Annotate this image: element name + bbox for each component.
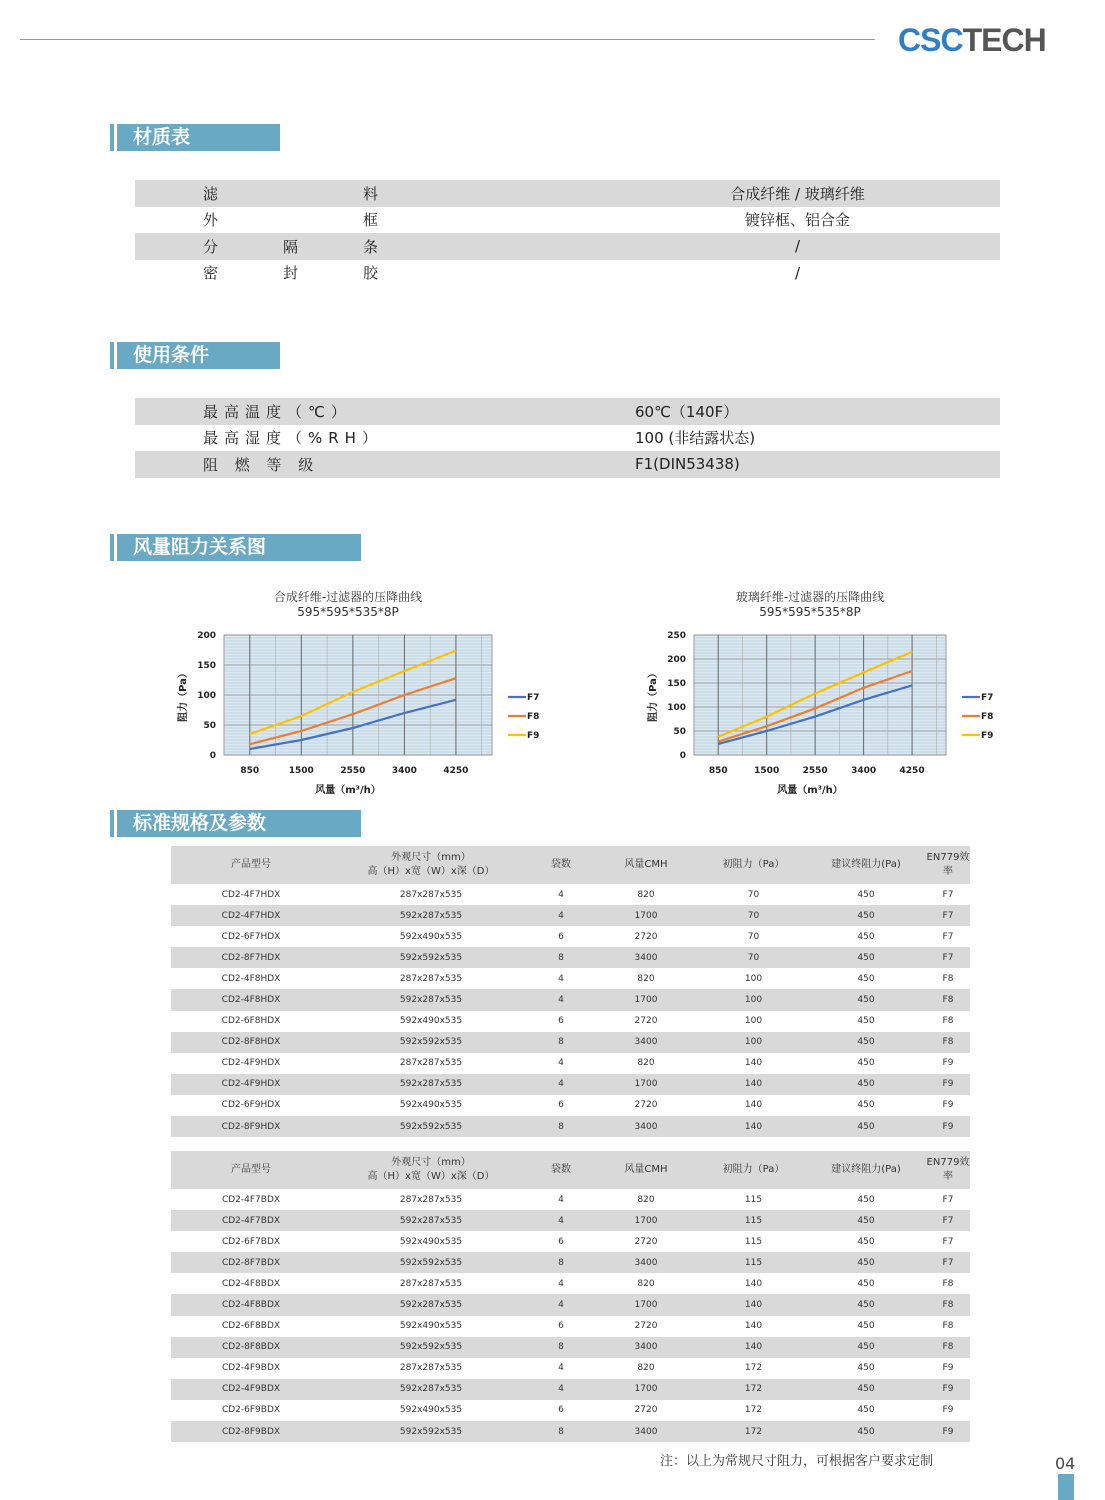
table-cell: 1700 [591, 905, 701, 926]
table-cell: 592x287x535 [331, 905, 531, 926]
table-cell: 450 [806, 1294, 926, 1315]
table-cell: 4 [531, 905, 591, 926]
spec-table-bdx [171, 1151, 970, 1442]
table-cell: 6 [558, 1100, 564, 1111]
table-cell: CD2-4F9BDX [221, 1363, 281, 1374]
table-cell: 4 [558, 1194, 564, 1205]
table-cell: 140 [744, 1100, 763, 1111]
table-cell: 2720 [634, 1100, 658, 1111]
table-cell: 70 [747, 931, 760, 942]
section-title: 使用条件 [117, 342, 280, 369]
table-cell: CD2-6F8HDX [221, 1016, 281, 1027]
table-cell: F8 [926, 989, 970, 1010]
table-cell: 450 [806, 1252, 926, 1273]
table-cell: CD2-4F7BDX [221, 1194, 281, 1205]
svg-text:风量（m³/h）: 风量（m³/h） [315, 785, 381, 796]
table-cell: 2720 [634, 1321, 658, 1332]
table-cell: F8 [926, 1337, 970, 1358]
section-header-materials [110, 124, 280, 151]
table-cell: 172 [701, 1421, 806, 1442]
svg-text:200: 200 [197, 631, 216, 641]
table-cell: 115 [701, 1210, 806, 1231]
table-row [171, 926, 970, 947]
table-cell: CD2-4F8BDX [221, 1278, 281, 1289]
table-cell: F9 [926, 1421, 970, 1442]
footnote: 注：以上为常规尺寸阻力，可根据客户要求定制 [660, 1454, 934, 1469]
table-cell: CD2-4F7HDX [171, 905, 331, 926]
spec-table-hdx [171, 846, 970, 1137]
table-cell: F9 [942, 1058, 954, 1069]
table-cell: F8 [942, 1321, 954, 1332]
svg-text:3400: 3400 [391, 766, 417, 776]
table-cell: 450 [806, 905, 926, 926]
table-cell: 172 [701, 1379, 806, 1400]
table-cell: 140 [744, 1278, 763, 1289]
conditions-value: 100 (非结露状态) [635, 429, 756, 448]
table-cell: 450 [806, 1032, 926, 1053]
table-cell: 450 [857, 1058, 875, 1069]
table-cell: 592x490x535 [399, 1405, 463, 1416]
svg-text:F9: F9 [527, 731, 540, 741]
table-cell: 115 [744, 1236, 763, 1247]
conditions-key: 阻 燃 等 级 [203, 455, 320, 474]
table-cell: CD2-4F8HDX [221, 973, 281, 984]
table-cell: 4 [531, 1210, 591, 1231]
table-cell: CD2-8F8HDX [171, 1032, 331, 1053]
table-cell: 450 [857, 1405, 875, 1416]
svg-text:150: 150 [667, 679, 686, 689]
conditions-value: F1(DIN53438) [635, 455, 740, 474]
table-cell: 4 [558, 1278, 564, 1289]
table-cell: 115 [701, 1252, 806, 1273]
table-cell: F7 [942, 1194, 954, 1205]
table-cell: 450 [857, 973, 875, 984]
table-row [171, 905, 970, 926]
section-marker [110, 124, 114, 151]
svg-text:0: 0 [679, 751, 686, 761]
table-cell: 4 [558, 889, 564, 900]
table-cell: 70 [701, 905, 806, 926]
table-cell: 100 [701, 1032, 806, 1053]
table-cell: 450 [806, 989, 926, 1010]
svg-text:阻力（Pa）: 阻力（Pa） [178, 668, 189, 722]
table-cell: 115 [744, 1194, 763, 1205]
svg-text:3400: 3400 [851, 766, 877, 776]
table-row [171, 1011, 970, 1032]
table-cell: 450 [806, 947, 926, 968]
page-marker [1058, 1474, 1074, 1500]
table-cell: 4 [558, 973, 564, 984]
table-cell: CD2-6F8BDX [221, 1321, 281, 1332]
table-cell: 2720 [634, 1236, 658, 1247]
chart-subtitle: 595*595*535*8P [759, 605, 861, 619]
table-row [171, 1074, 970, 1095]
table-cell: 1700 [591, 989, 701, 1010]
table-cell: F7 [942, 1236, 954, 1247]
materials-row [135, 260, 1000, 287]
table-cell: 450 [806, 1337, 926, 1358]
table-cell: 6 [558, 1236, 564, 1247]
table-cell: 287x287x535 [399, 1058, 463, 1069]
table-cell: CD2-8F9BDX [171, 1421, 331, 1442]
table-cell: 592x592x535 [331, 1032, 531, 1053]
table-cell: 6 [558, 931, 564, 942]
table-cell: 820 [637, 1194, 655, 1205]
table-cell: 820 [637, 1363, 655, 1374]
table-cell: 6 [558, 1405, 564, 1416]
table-cell: 592x287x535 [331, 1074, 531, 1095]
table-cell: 592x592x535 [331, 1116, 531, 1137]
table-cell: 140 [701, 1074, 806, 1095]
conditions-table [135, 398, 1000, 478]
table-cell: 8 [531, 1116, 591, 1137]
table-cell: 8 [531, 1337, 591, 1358]
table-cell: F7 [942, 889, 954, 900]
page-number: 04 [1055, 1454, 1076, 1473]
svg-text:风量（m³/h）: 风量（m³/h） [777, 785, 843, 796]
table-cell: 140 [701, 1116, 806, 1137]
table-cell: 4 [558, 1363, 564, 1374]
table-cell: 820 [637, 1278, 655, 1289]
table-row [171, 1116, 970, 1137]
conditions-row [135, 398, 1000, 425]
table-cell: 8 [531, 1032, 591, 1053]
table-cell: 1700 [591, 1074, 701, 1095]
table-cell: 3400 [591, 1032, 701, 1053]
table-cell: 140 [744, 1058, 763, 1069]
table-cell: CD2-8F9HDX [171, 1116, 331, 1137]
table-cell: CD2-6F7BDX [221, 1236, 281, 1247]
table-row [171, 947, 970, 968]
svg-text:F8: F8 [527, 712, 540, 722]
table-cell: CD2-4F8BDX [171, 1294, 331, 1315]
table-cell: F8 [926, 1294, 970, 1315]
table-cell: 592x592x535 [331, 1252, 531, 1273]
svg-text:阻力（Pa）: 阻力（Pa） [648, 668, 659, 722]
table-cell: F7 [942, 931, 954, 942]
table-cell: F9 [926, 1116, 970, 1137]
chart-title: 合成纤维-过滤器的压降曲线 [273, 590, 423, 604]
table-cell: 450 [857, 1194, 875, 1205]
table-cell: 592x490x535 [399, 1100, 463, 1111]
table-cell: 70 [701, 947, 806, 968]
table-cell: F9 [926, 1074, 970, 1095]
svg-text:150: 150 [197, 661, 216, 671]
table-row [171, 968, 970, 989]
table-row [171, 1231, 970, 1252]
brand-logo [898, 22, 1046, 59]
chart-title: 玻璃纤维-过滤器的压降曲线 [735, 590, 885, 604]
table-header-row: 产品型号 外观尺寸（mm） 高（H）x宽（W）x深（D） 袋数 风量CMH 初阻力（Pa） 建议终阻力(Pa) EN779效率 [171, 1151, 970, 1189]
materials-row [135, 180, 1000, 207]
svg-text:100: 100 [197, 691, 216, 701]
conditions-value: 60℃（140F） [635, 402, 739, 421]
conditions-row [135, 451, 1000, 478]
table-cell: F7 [926, 947, 970, 968]
svg-text:4250: 4250 [899, 766, 925, 776]
section-title: 标准规格及参数 [117, 810, 361, 837]
materials-table [135, 180, 1000, 286]
table-cell: 450 [857, 1100, 875, 1111]
table-cell: 3400 [591, 1252, 701, 1273]
table-cell: 1700 [591, 1210, 701, 1231]
table-cell: F7 [926, 1252, 970, 1273]
table-cell: 450 [857, 1363, 875, 1374]
table-cell: 8 [531, 947, 591, 968]
table-cell: 450 [857, 889, 875, 900]
table-cell: 287x287x535 [399, 1363, 463, 1374]
table-cell: 450 [806, 1210, 926, 1231]
conditions-key: 最高温度（℃） [203, 402, 352, 421]
table-cell: 140 [744, 1321, 763, 1332]
svg-text:100: 100 [667, 703, 686, 713]
table-row [171, 1421, 970, 1442]
table-cell: 820 [637, 889, 655, 900]
svg-text:F7: F7 [527, 693, 540, 703]
table-cell: 3400 [591, 1116, 701, 1137]
table-cell: CD2-4F9HDX [171, 1074, 331, 1095]
table-cell: 592x287x535 [331, 1294, 531, 1315]
table-row [171, 1316, 970, 1337]
table-cell: 287x287x535 [399, 1194, 463, 1205]
table-cell: 4 [531, 1074, 591, 1095]
svg-text:1500: 1500 [754, 766, 780, 776]
table-row [171, 1294, 970, 1315]
table-row [171, 1189, 970, 1210]
table-cell: 820 [637, 1058, 655, 1069]
table-cell: 100 [701, 989, 806, 1010]
svg-text:2550: 2550 [802, 766, 828, 776]
pressure-drop-chart-synthetic [170, 585, 560, 805]
svg-text:200: 200 [667, 655, 686, 665]
section-title: 材质表 [117, 124, 280, 151]
table-cell: 3400 [591, 1337, 701, 1358]
table-cell: CD2-4F9HDX [221, 1058, 281, 1069]
table-cell: 592x592x535 [331, 1421, 531, 1442]
table-header-row: 产品型号 外观尺寸（mm） 高（H）x宽（W）x深（D） 袋数 风量CMH 初阻力（Pa） 建议终阻力(Pa) EN779效率 [171, 846, 970, 884]
table-cell: CD2-6F9BDX [221, 1405, 281, 1416]
table-cell: CD2-6F7HDX [221, 931, 281, 942]
table-row [171, 1032, 970, 1053]
svg-text:850: 850 [708, 766, 728, 776]
table-cell: 1700 [591, 1294, 701, 1315]
table-cell: 100 [744, 973, 763, 984]
table-cell: 592x490x535 [399, 1236, 463, 1247]
table-cell: 70 [747, 889, 760, 900]
table-cell: 140 [701, 1337, 806, 1358]
section-marker [110, 810, 114, 837]
svg-text:4250: 4250 [443, 766, 469, 776]
materials-value: 合成纤维 / 玻璃纤维 [730, 184, 865, 203]
section-header-charts [110, 534, 361, 561]
table-cell: F7 [926, 905, 970, 926]
svg-text:F8: F8 [981, 712, 994, 722]
table-cell: F9 [942, 1100, 954, 1111]
table-cell: 1700 [591, 1379, 701, 1400]
table-cell: CD2-8F7HDX [171, 947, 331, 968]
table-cell: 2720 [634, 1016, 658, 1027]
section-marker [110, 534, 114, 561]
conditions-key: 最高湿度（%RH） [203, 429, 383, 448]
materials-row [135, 233, 1000, 260]
table-cell: CD2-8F8BDX [171, 1337, 331, 1358]
table-cell: 820 [637, 973, 655, 984]
table-row [171, 884, 970, 905]
table-cell: 450 [857, 1236, 875, 1247]
table-cell: 172 [744, 1363, 763, 1374]
table-cell: 3400 [591, 947, 701, 968]
table-cell: 450 [806, 1116, 926, 1137]
table-cell: CD2-6F9HDX [221, 1100, 281, 1111]
table-cell: 592x490x535 [399, 931, 463, 942]
logo-csc: CSC [898, 22, 963, 58]
materials-value: / [794, 237, 801, 256]
table-cell: 287x287x535 [399, 1278, 463, 1289]
materials-key: 滤 料 [203, 184, 379, 203]
table-cell: 592x287x535 [331, 1210, 531, 1231]
table-row [171, 1210, 970, 1231]
table-cell: 450 [857, 931, 875, 942]
table-cell: 592x592x535 [331, 947, 531, 968]
section-header-specs [110, 810, 361, 837]
conditions-row [135, 425, 1000, 452]
table-cell: CD2-4F8HDX [171, 989, 331, 1010]
table-row [171, 1337, 970, 1358]
table-cell: 450 [806, 1421, 926, 1442]
table-cell: 2720 [634, 931, 658, 942]
table-cell: 592x287x535 [331, 1379, 531, 1400]
table-cell: CD2-8F7BDX [171, 1252, 331, 1273]
svg-text:2550: 2550 [340, 766, 366, 776]
table-cell: 450 [857, 1321, 875, 1332]
table-cell: F9 [942, 1363, 954, 1374]
materials-key: 外 框 [203, 211, 379, 230]
table-row [171, 1252, 970, 1273]
svg-text:250: 250 [667, 631, 686, 641]
header-rule [20, 39, 875, 40]
table-cell: CD2-4F7HDX [221, 889, 281, 900]
table-cell: F8 [942, 973, 954, 984]
table-cell: 4 [531, 1294, 591, 1315]
table-cell: CD2-4F7BDX [171, 1210, 331, 1231]
table-cell: F8 [926, 1032, 970, 1053]
svg-text:F7: F7 [981, 693, 994, 703]
svg-text:50: 50 [673, 727, 686, 737]
table-row [171, 1095, 970, 1116]
svg-text:50: 50 [203, 721, 216, 731]
materials-key: 分 隔 条 [203, 237, 379, 256]
pressure-drop-chart-glass [640, 585, 1020, 805]
table-cell: 450 [806, 1074, 926, 1095]
materials-row [135, 207, 1000, 234]
table-row [171, 1379, 970, 1400]
section-header-conditions [110, 342, 280, 369]
section-title: 风量阻力关系图 [117, 534, 361, 561]
table-row [171, 1400, 970, 1421]
table-cell: 450 [857, 1016, 875, 1027]
materials-value: 镀锌框、铝合金 [744, 211, 850, 230]
table-cell: 450 [857, 1278, 875, 1289]
table-cell: 592x490x535 [399, 1016, 463, 1027]
table-cell: 450 [806, 1379, 926, 1400]
table-cell: 6 [558, 1321, 564, 1332]
materials-key: 密 封 胶 [203, 264, 379, 283]
logo-tech: TECH [962, 22, 1046, 58]
table-cell: 100 [744, 1016, 763, 1027]
table-cell: 287x287x535 [399, 889, 463, 900]
section-marker [110, 342, 114, 369]
svg-text:850: 850 [240, 766, 260, 776]
table-cell: F9 [926, 1379, 970, 1400]
table-cell: 287x287x535 [399, 973, 463, 984]
table-cell: 172 [744, 1405, 763, 1416]
table-cell: 592x592x535 [331, 1337, 531, 1358]
table-cell: CD2-4F9BDX [171, 1379, 331, 1400]
table-cell: 4 [531, 1379, 591, 1400]
table-cell: 8 [531, 1252, 591, 1273]
table-cell: 140 [701, 1294, 806, 1315]
table-cell: F7 [926, 1210, 970, 1231]
table-row [171, 989, 970, 1010]
chart-subtitle: 595*595*535*8P [297, 605, 399, 619]
table-cell: 4 [531, 989, 591, 1010]
svg-text:1500: 1500 [288, 766, 314, 776]
table-cell: F8 [942, 1016, 954, 1027]
table-cell: F8 [942, 1278, 954, 1289]
table-row [171, 1273, 970, 1294]
svg-text:0: 0 [209, 751, 216, 761]
table-row [171, 1358, 970, 1379]
table-cell: F9 [942, 1405, 954, 1416]
table-cell: 4 [558, 1058, 564, 1069]
table-cell: 592x287x535 [331, 989, 531, 1010]
table-cell: 6 [558, 1016, 564, 1027]
table-cell: 8 [531, 1421, 591, 1442]
table-row [171, 1053, 970, 1074]
table-cell: 3400 [591, 1421, 701, 1442]
svg-text:F9: F9 [981, 731, 994, 741]
table-cell: 2720 [634, 1405, 658, 1416]
materials-value: / [794, 263, 801, 282]
table-cell: 592x490x535 [399, 1321, 463, 1332]
